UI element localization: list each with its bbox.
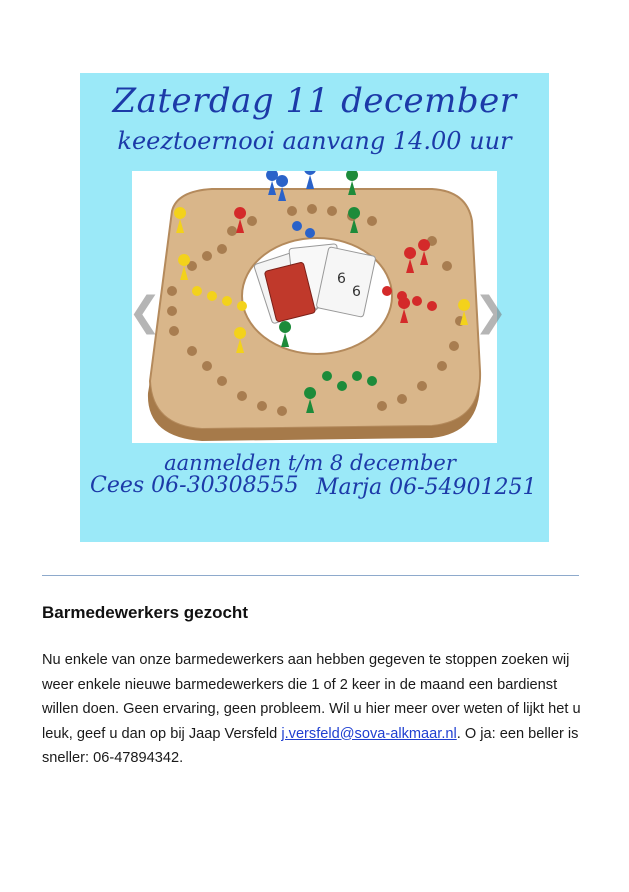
- keez-board-game-icon: [132, 171, 497, 443]
- article-title: Barmedewerkers gezocht: [42, 603, 248, 622]
- section-divider: [42, 575, 579, 576]
- flyer-date: Zaterdag 11 december: [112, 81, 517, 121]
- flyer-contact-cees: Cees 06-30308555: [90, 473, 299, 498]
- flyer-contact-marja: Marja 06-54901251: [316, 475, 537, 500]
- chevron-right-icon[interactable]: ❯: [474, 289, 508, 335]
- article-text-start: Nu enkele van onze barmedewerkers aan hebben gegeven te stoppen zoeken wij weer enkele nieuwe barmedewerkers die 1 of 2 keer in de maand een bardienst willen doen. Geen ervaring, geen probleem. Wil u hier meer over weten of lijkt het u leuk, geef u dan op bij Jaap Versfeld: [42, 652, 581, 742]
- chevron-left-icon[interactable]: ❮: [128, 289, 162, 335]
- article-text-end: . O ja: een beller is sneller: 06-47894342.: [42, 725, 579, 766]
- email-link[interactable]: j.versfeld@sova-alkmaar.nl: [281, 725, 457, 742]
- board-illustration: [132, 171, 497, 443]
- svg-text:6: 6: [352, 284, 361, 300]
- article-body: [42, 648, 582, 771]
- event-flyer: [80, 73, 549, 542]
- flyer-event: keeztoernooi aanvang 14.00 uur: [117, 127, 512, 155]
- svg-text:6: 6: [337, 271, 346, 287]
- flyer-registration: aanmelden t/m 8 december: [164, 451, 456, 475]
